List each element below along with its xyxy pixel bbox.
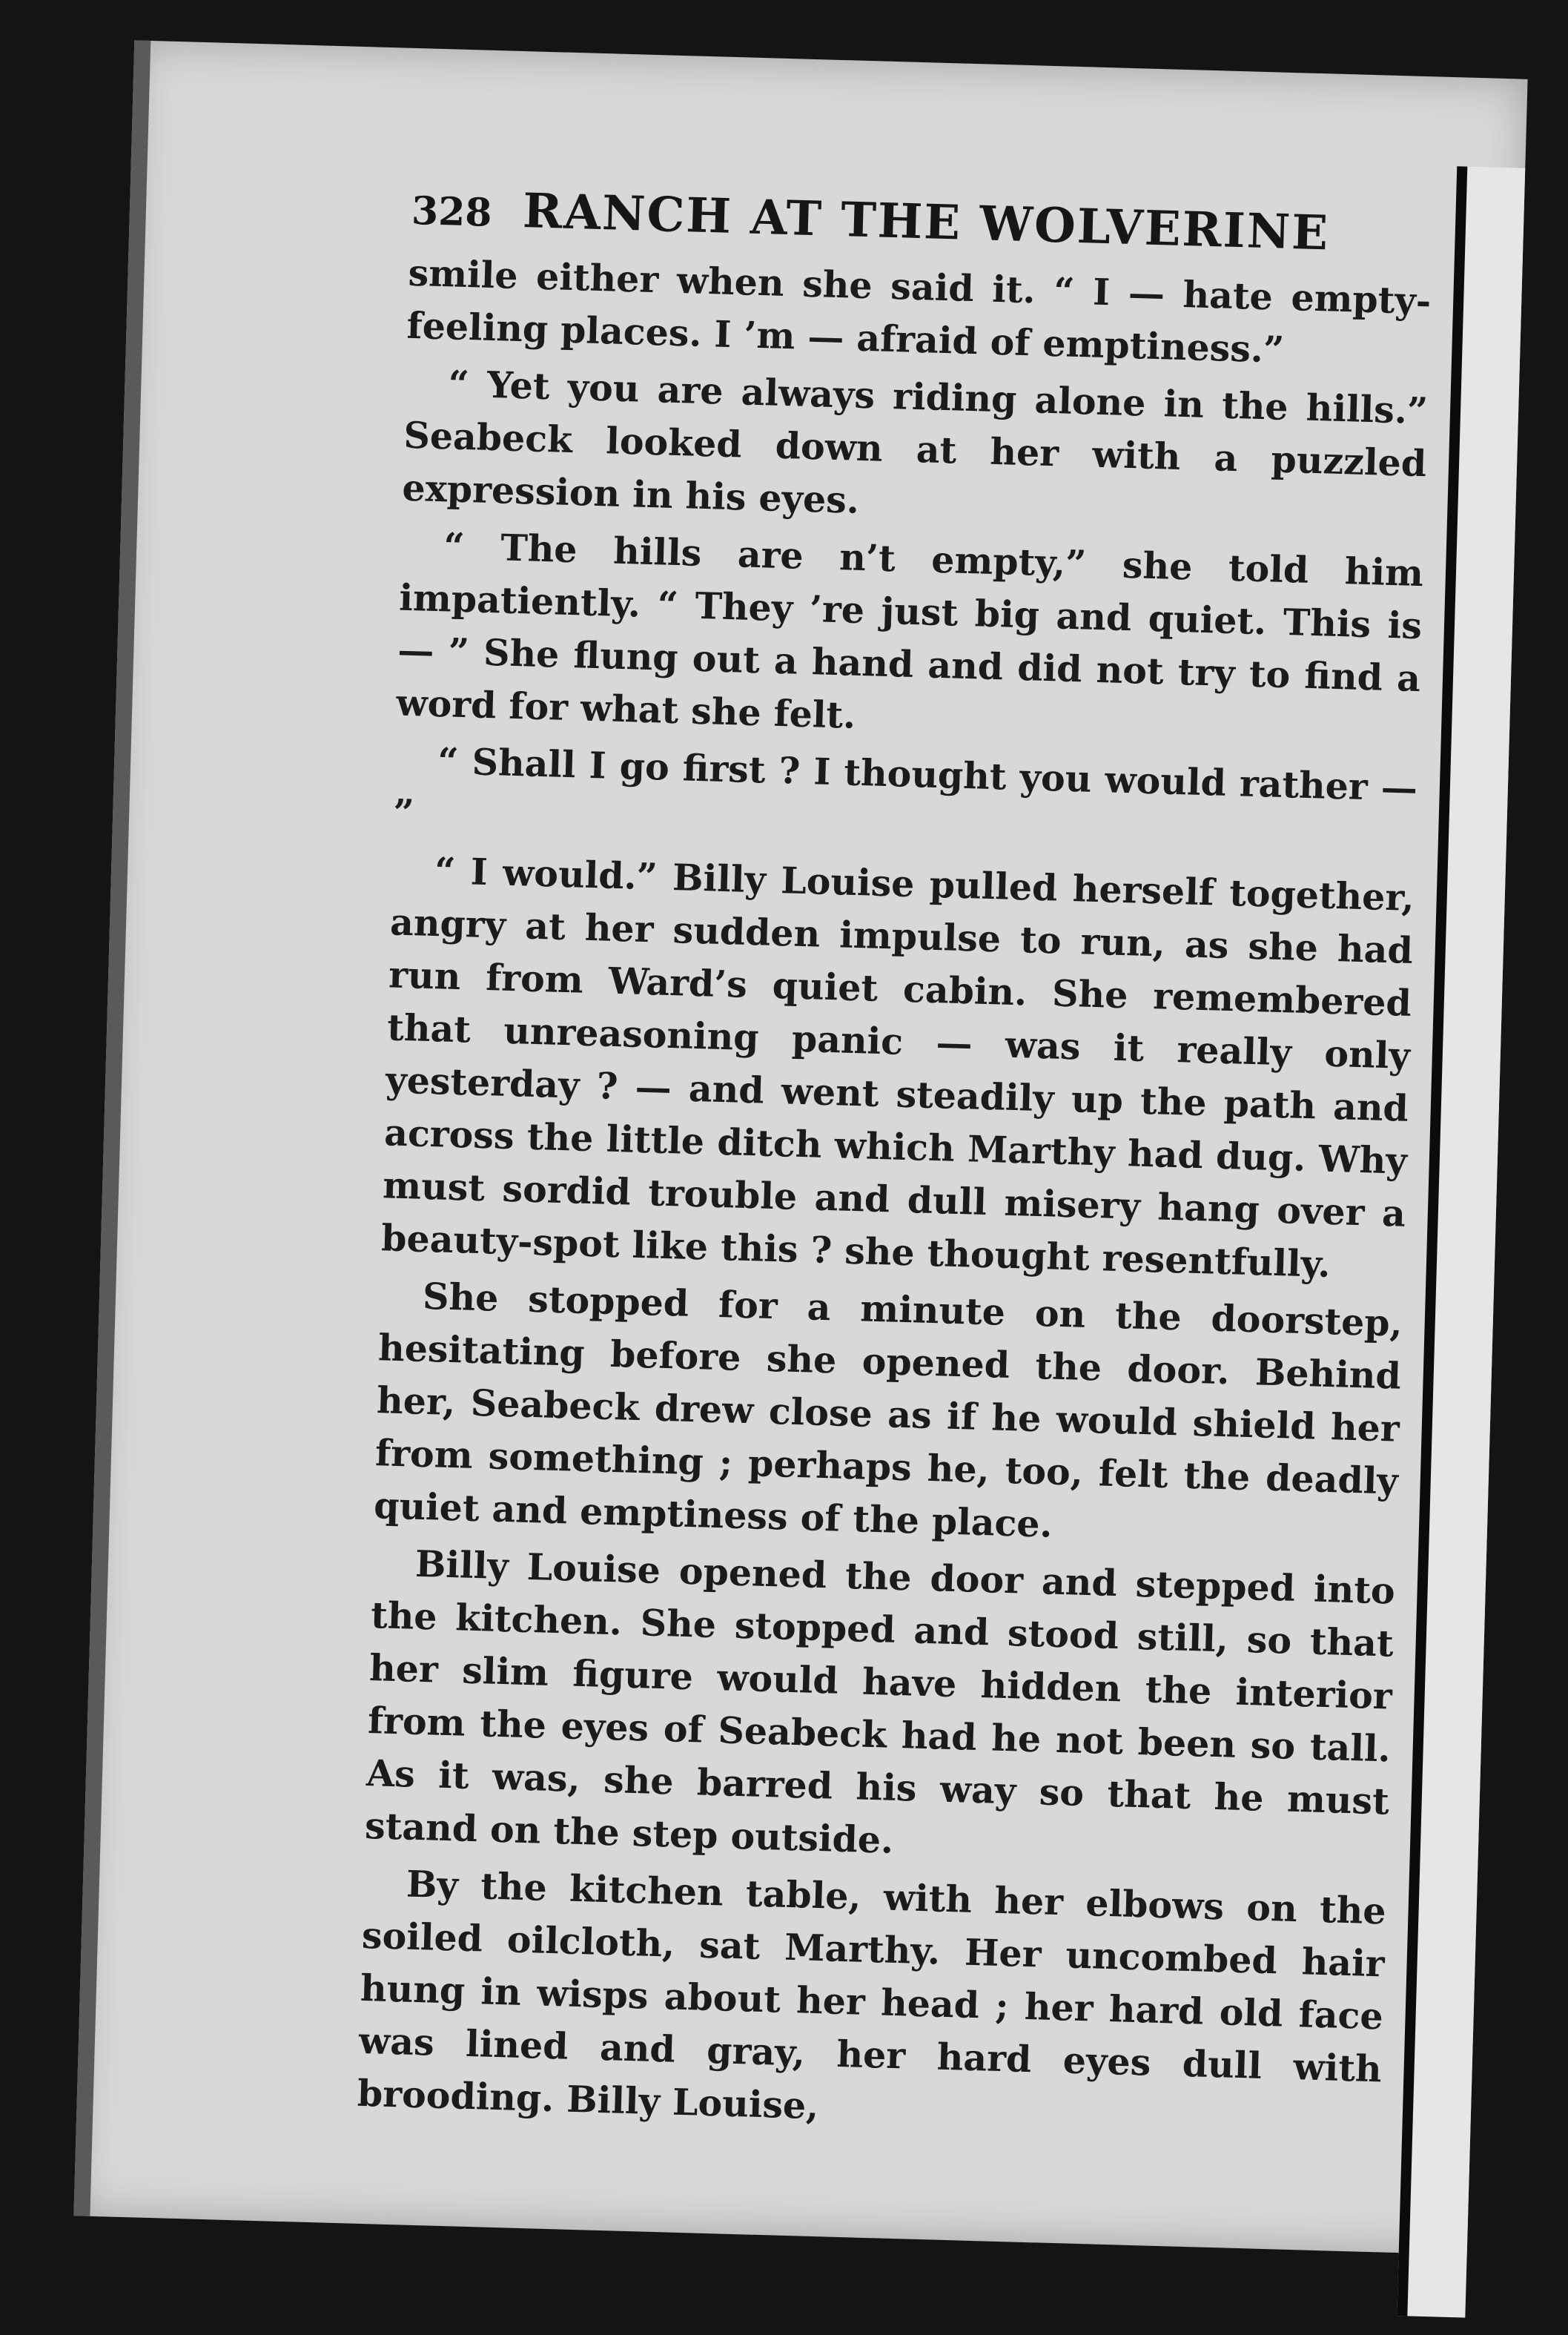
page-left-edge bbox=[73, 40, 150, 2216]
paragraph: Billy Louise opened the door and stepped into the kitchen. She stopped and stood still, so that her slim figure would have hidden the interior from the eyes of Seabeck had he not been so tall. As it was, she barred his way so that he must stand on the step outside. bbox=[364, 1542, 1396, 1862]
running-title: RANCH AT THE WOLVERINE bbox=[522, 183, 1330, 262]
paragraph: smile either when she said it. “ I — hate empty-feeling places. I ’m — afraid of emptiness.” bbox=[406, 251, 1432, 371]
paragraph: By the kitchen table, with her elbows on the soiled oilcloth, sat Marthy. Her uncombed hair hung in wisps about her head ; her hard old face was lined and gray, her hard eyes dull with brooding. Billy Louise, bbox=[357, 1862, 1387, 2128]
paragraph: She stopped for a minute on the doorstep, hesitating before she opened the door. Behind her, Seabeck drew close as if he would shield her from something ; perhaps he, too, felt the deadly quiet and emptiness of the place. bbox=[373, 1274, 1403, 1546]
page-number: 328 bbox=[411, 188, 493, 236]
paragraph: “ The hills are n’t empty,” she told him impatiently. “ They ’re just big and quiet. This is — ” She flung out a hand and did not try to find a word for what she felt. bbox=[395, 524, 1424, 737]
body-text bbox=[357, 247, 1432, 2153]
paragraph: “ Shall I go first ? I thought you would rather — ” bbox=[392, 739, 1418, 835]
paragraph: “ I would.” Billy Louise pulled herself together, angry at her sudden impulse to run, as she had run from Ward’s quiet cabin. She remembered that unreasoning panic — was it really only yesterday ? — and went steadily up the path and across the little ditch which Marthy had dug. Why must sordid trouble and dull misery hang over a beauty-spot like this ? she thought resentfully. bbox=[380, 849, 1415, 1287]
book-page bbox=[73, 40, 1527, 2254]
paragraph: “ Yet you are always riding alone in the hills.” Seabeck looked down at her with a puzzled expression in his eyes. bbox=[401, 362, 1429, 522]
